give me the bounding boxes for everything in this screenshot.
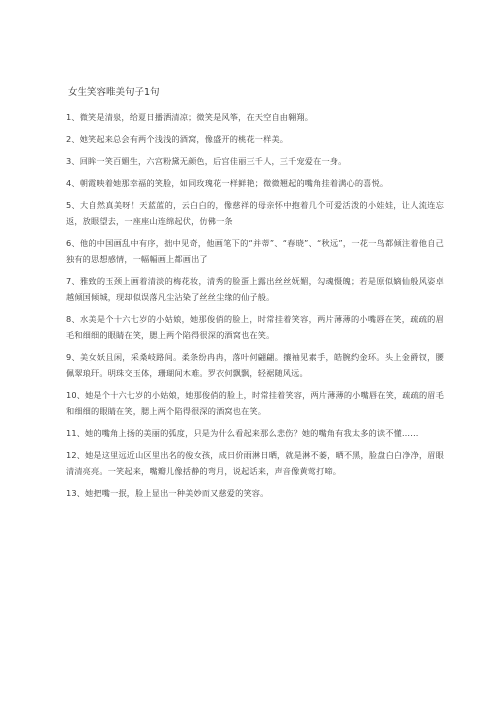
document-title: 女生笑容唯美句子1句	[68, 87, 160, 98]
paragraph-6: 6、他的中国画乱中有序，拙中见奇，他画笔下的“并蒂”、“春晓”、“秋远”，一花一鸟都倾注着他自己独有的思想感情，一幅幅画上都画出了	[66, 238, 444, 264]
document-page	[66, 86, 444, 507]
paragraph-9: 9、美女妖且闲，采桑岐路间。柔条纷冉冉，落叶何翩翩。攘袖见素手，皓腕约金环。头上金爵钗，腰佩翠琅玕。明珠交玉体，珊瑚间木难。罗衣何飘飘，轻裾随风远。	[66, 352, 444, 378]
paragraph-10: 10、她是个十六七岁的小姑娘，她那俊俏的脸上，时常挂着笑容，两片薄薄的小嘴唇在笑，疏疏的眉毛和细细的眼睛在笑，腮上两个陷得很深的酒窝也在笑。	[66, 390, 444, 416]
paragraph-5: 5、大自然真美呀！天蓝蓝的，云白白的，像慈祥的母亲怀中抱着几个可爱活泼的小娃娃，让人流连忘返，放眼望去，一座座山连绵起伏，仿佛一条	[66, 200, 444, 226]
paragraph-7: 7、雅致的玉颈上画着清淡的梅花妆，清秀的脸蛋上露出丝丝妩媚，勾魂慑魄；若是原似嫡仙般风姿卓越倾国倾城，现却似误落凡尘沾染了丝丝尘缘的仙子般。	[66, 276, 444, 302]
paragraph-11: 11、她的嘴角上扬的美丽的弧度，只是为什么看起来那么悲伤？她的嘴角有我太多的读不懂……	[66, 428, 419, 438]
paragraph-2: 2、她笑起来总会有两个浅浅的酒窝，像盛开的桃花一样美。	[66, 134, 289, 144]
paragraph-13: 13、她把嘴一抿，脸上显出一种美妙而又慈爱的笑容。	[66, 488, 269, 498]
paragraph-8: 8、水美是个十六七岁的小姑娘，她那俊俏的脸上，时常挂着笑容，两片薄薄的小嘴唇在笑，疏疏的眉毛和细细的眼睛在笑，腮上两个陷得很深的酒窝也在笑。	[66, 314, 444, 340]
paragraph-4: 4、朝霞映着她那幸福的笑脸，如同玫瑰花一样鲜艳；微微翘起的嘴角挂着满心的喜悦。	[66, 178, 389, 188]
paragraph-3: 3、回眸一笑百媚生，六宫粉黛无颜色，后宫佳丽三千人，三千宠爱在一身。	[66, 156, 347, 166]
paragraph-list	[66, 109, 444, 501]
paragraph-12: 12、她是这里远近山区里出名的俊女孩，成日价雨淋日晒，就是淋不萎，晒不黑，脸盘白白净净，眉眼清清亮亮。一笑起来，嘴瓣儿像括静的弯月，说起话来，声音像黄莺打啼。	[66, 450, 444, 476]
paragraph-1: 1、微笑是清泉，给夏日播洒清凉；微笑是风筝，在天空自由翱翔。	[66, 112, 314, 122]
